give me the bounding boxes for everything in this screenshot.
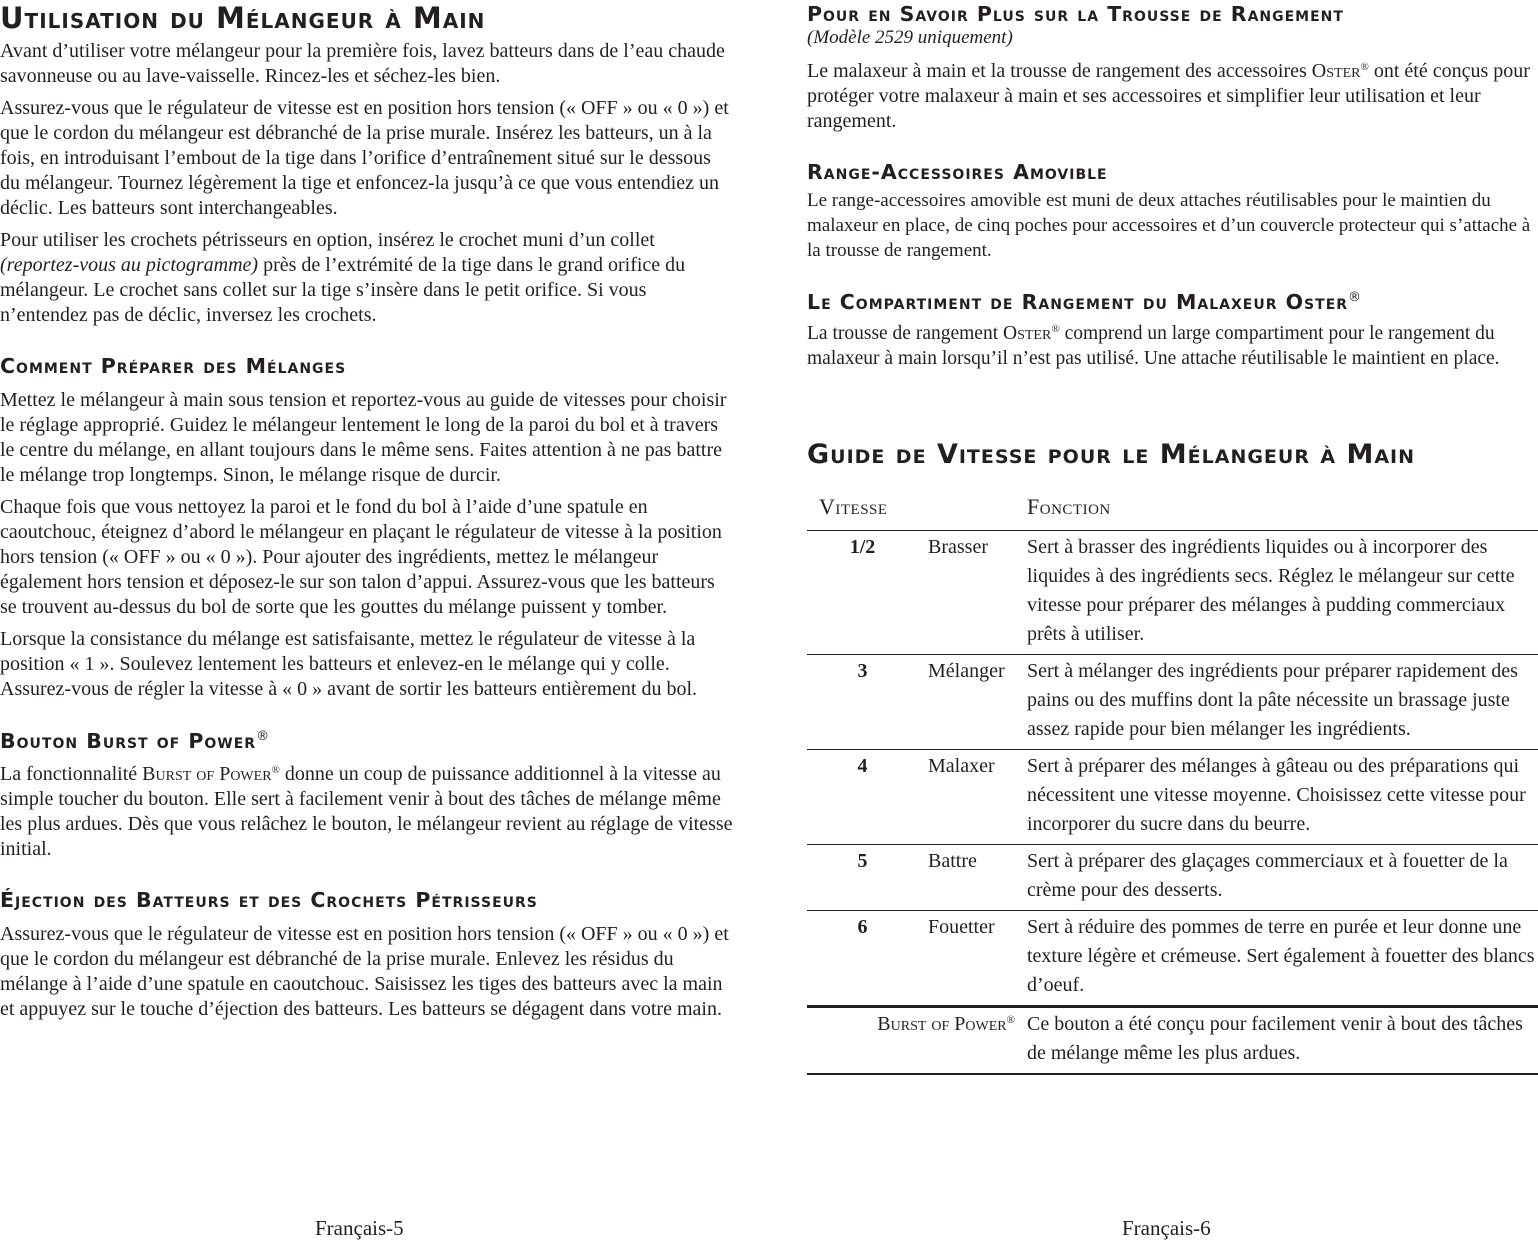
table-row-burst — [807, 1006, 1538, 1074]
speed-name: Battre — [928, 844, 1027, 910]
text: ont été conçus pour protéger votre malaxeur à main et ses accessoires et simplifier leur utilisation et leur rangement. — [807, 59, 1530, 132]
speed-name-burst — [807, 1006, 1027, 1074]
speed-description: Sert à mélanger des ingrédients pour préparer rapidement des pains ou des muffins dont la pâte nécessite un brassage juste assez rapide pour bien mélanger les ingrédients. — [1027, 654, 1538, 749]
text: La trousse de rangement — [807, 322, 1004, 344]
paragraph — [0, 228, 735, 328]
speed-description: Sert à brasser des ingrédients liquides ou à incorporer des liquides à des ingrédients secs. Réglez le mélangeur sur cette vitesse pour préparer des mélanges à pudding commerciaux prêts à utiliser. — [1027, 530, 1538, 654]
paragraph: Assurez-vous que le régulateur de vitesse est en position hors tension (« OFF » ou « 0 ») et que le cordon du mélangeur est débranché de la prise murale. Insérez les batteurs, un à la fois, en introduisant l’embout de la tige dans l’orifice d’entraînement situé sur le dessous du mélangeur. Tournez légèrement la tige et enfoncez-la jusqu’à ce que vous entendiez un déclic. Les batteurs sont interchangeables. — [0, 97, 729, 219]
brand-burst: Burst of Power — [142, 763, 272, 785]
text: près de l’extrémité de la tige dans le grand orifice du mélangeur. Le crochet sans collet sur la tige s’insère dans le petit orifice. Si vous n’entendez pas de déclic, inversez les crochets. — [0, 254, 686, 326]
table-row — [807, 910, 1538, 1006]
speed-value: 5 — [807, 844, 928, 910]
speed-name: Brasser — [928, 530, 1027, 654]
speed-description: Ce bouton a été conçu pour facilement venir à bout des tâches de mélange même les plus ardues. — [1027, 1006, 1538, 1074]
column-header-fonction: Fonction — [1027, 494, 1538, 531]
speed-description: Sert à réduire des pommes de terre en purée et leur donne une texture légère et crémeuse. Sert également à fouetter des blancs d’oeuf. — [1027, 910, 1538, 1006]
speed-name: Mélanger — [928, 654, 1027, 749]
right-page — [807, 0, 1538, 1075]
speed-description: Sert à préparer des glaçages commerciaux et à fouetter de la crème pour des desserts. — [1027, 844, 1538, 910]
text: donne un coup de puissance additionnel à la vitesse au simple toucher du bouton. Elle sert à facilement venir à bout des tâches de mélange même les plus ardues. Dès que vous relâchez le bouton, le mélangeur revient au réglage de vitesse initial. — [0, 763, 733, 860]
page-number-right: Français-6 — [1122, 1216, 1211, 1240]
burst-label: Burst of Power — [877, 1012, 1007, 1035]
registered-mark: ® — [256, 728, 271, 744]
left-page — [0, 0, 735, 1029]
table-row — [807, 844, 1538, 910]
heading-text: Le Compartiment de Rangement du Malaxeur Oster — [807, 290, 1349, 314]
paragraph — [807, 321, 1538, 371]
table-row — [807, 749, 1538, 844]
speed-name: Malaxer — [928, 749, 1027, 844]
table-row — [807, 530, 1538, 654]
paragraph: Lorsque la consistance du mélange est satisfaisante, mettez le régulateur de vitesse à la position « 1 ». Soulevez lentement les batteurs et enlevez-en le mélange qui y colle. Assurez-vous de régler la vitesse à « 0 » avant de sortir les batteurs entièrement du bol. — [0, 627, 698, 700]
table-row — [807, 654, 1538, 749]
speed-value: 6 — [807, 910, 928, 1006]
heading-guide-vitesse: Guide de Vitesse pour le Mélangeur à Main — [807, 438, 1416, 470]
speed-name: Fouetter — [928, 910, 1027, 1006]
italic-note: (reportez-vous au pictogramme) — [0, 254, 259, 276]
heading-bouton-burst — [0, 730, 735, 752]
paragraph: Chaque fois que vous nettoyez la paroi et le fond du bol à l’aide d’une spatule en caoutchouc, éteignez d’abord le mélangeur en plaçant le régulateur de vitesse à la position hors tension (« OFF » ou « 0 »). Pour ajouter des ingrédients, mettez le mélangeur également hors tension et déposez-le sur son talon d’appui. Assurez-vous que les batteurs se trouvent au-dessus du bol de sorte que les gouttes du mélange puissent y tomber. — [0, 495, 722, 618]
registered-mark: ® — [1348, 290, 1363, 305]
heading-text: Bouton Burst of Power — [0, 728, 257, 753]
heading-range-accessoires: Range-Accessoires Amovible — [807, 159, 1108, 184]
registered-mark: ® — [1051, 322, 1060, 335]
registered-mark: ® — [1006, 1013, 1015, 1026]
speed-value: 1/2 — [807, 530, 928, 654]
text: comprend un large compartiment pour le rangement du malaxeur à main lorsqu’il n’est pas utilisé. Une attache réutilisable le maintient en place. — [807, 322, 1500, 369]
speed-value: 3 — [807, 654, 928, 749]
speed-guide-table — [807, 494, 1538, 1075]
heading-comment-preparer: Comment Préparer des Mélanges — [0, 354, 347, 378]
paragraph — [807, 59, 1538, 134]
heading-utilisation: Utilisation du Mélangeur à Main — [0, 1, 486, 35]
heading-ejection: Éjection des Batteurs et des Crochets Pétrisseurs — [0, 888, 538, 912]
brand-oster: Oster — [1311, 59, 1361, 82]
page-number-left: Français-5 — [315, 1216, 404, 1240]
paragraph: Mettez le mélangeur à main sous tension et reportez-vous au guide de vitesses pour choisir le réglage approprié. Guidez le mélangeur lentement le long de la paroi du bol et à travers le centre du mélange, en allant toujours dans le même sens. Faites attention à ne pas battre le mélange trop longtemps. Sinon, le mélange risque de durcir. — [0, 388, 727, 486]
brand-oster: Oster — [1003, 322, 1052, 344]
paragraph — [0, 762, 735, 862]
model-note: (Modèle 2529 uniquement) — [807, 26, 1013, 48]
column-header-vitesse: Vitesse — [807, 494, 1027, 531]
registered-mark: ® — [271, 764, 280, 776]
paragraph: Assurez-vous que le régulateur de vitesse est en position hors tension (« OFF » ou « 0 ») et que le cordon du mélangeur est débranché de la prise murale. Enlevez les résidus du mélange à l’aide d’une spatule en caoutchouc. Saisissez les tiges des batteurs avec la main et appuyez sur le touche d’éjection des batteurs. Les batteurs se dégagent dans votre main. — [0, 922, 729, 1020]
table-header — [807, 494, 1538, 531]
paragraph: Avant d’utiliser votre mélangeur pour la première fois, lavez batteurs dans de l’eau chaude savonneuse ou au lave-vaisselle. Rincez-les et séchez-les bien. — [0, 40, 725, 87]
text: La fonctionnalité — [0, 763, 143, 785]
text: Le malaxeur à main et la trousse de rangement des accessoires — [807, 59, 1312, 82]
registered-mark: ® — [1360, 60, 1369, 73]
paragraph: Le range-accessoires amovible est muni de deux attaches réutilisables pour le maintien du malaxeur en place, de cinq poches pour accessoires et d’un couvercle protecteur qui s’attache à la trousse de rangement. — [807, 190, 1531, 261]
heading-compartiment — [807, 291, 1538, 313]
heading-pour-en-savoir: Pour en Savoir Plus sur la Trousse de Rangement — [807, 2, 1344, 26]
speed-description: Sert à préparer des mélanges à gâteau ou des préparations qui nécessitent une vitesse moyenne. Choisissez cette vitesse pour incorporer du sucre dans du beurre. — [1027, 749, 1538, 844]
speed-value: 4 — [807, 749, 928, 844]
text: Pour utiliser les crochets pétrisseurs en option, insérez le crochet muni d’un collet — [0, 229, 655, 251]
